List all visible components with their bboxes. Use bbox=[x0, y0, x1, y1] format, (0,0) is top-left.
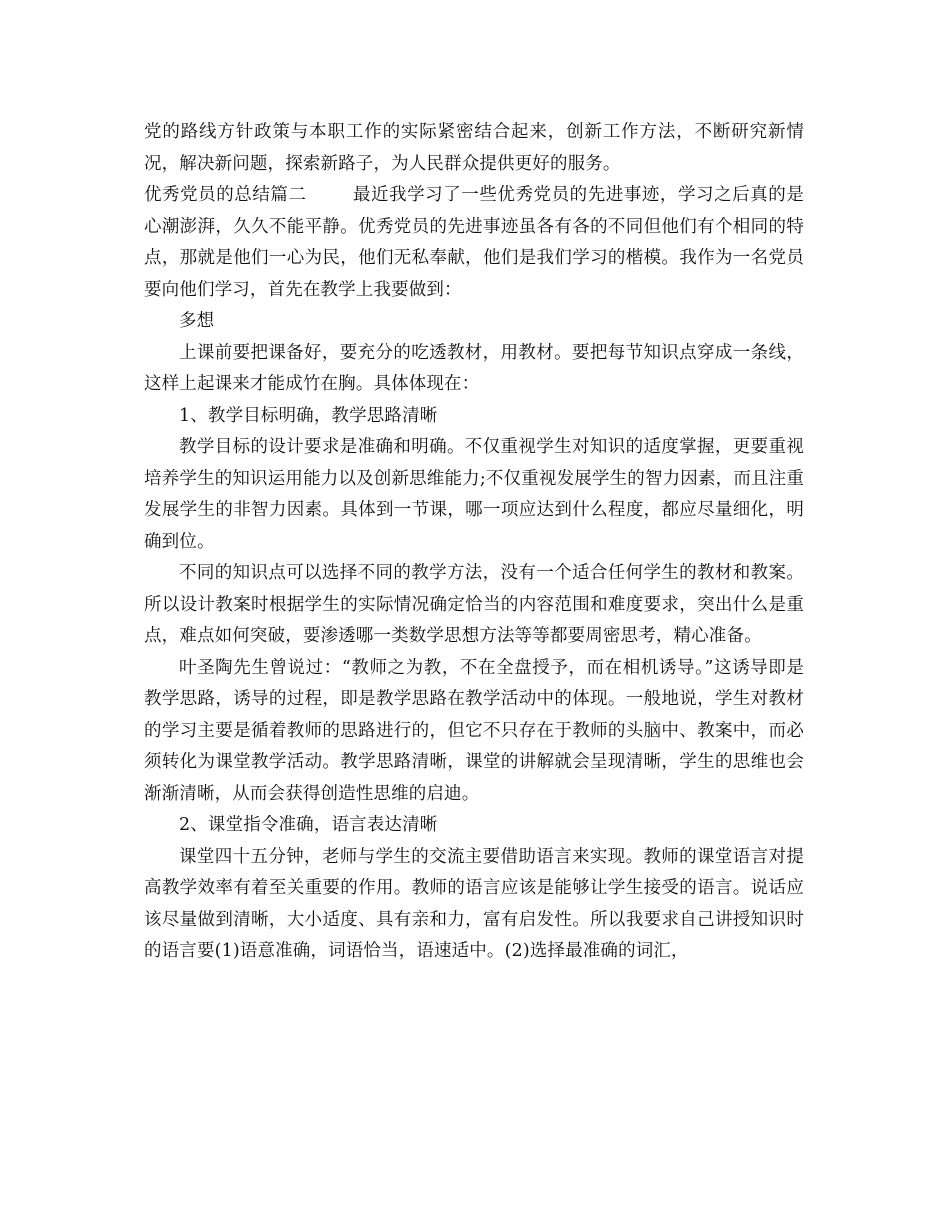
paragraph: 不同的知识点可以选择不同的教学方法，没有一个适合任何学生的教材和教案。所以设计教案时根据学生的实际情况确定恰当的内容范围和难度要求，突出什么是重点，难点如何突破，要渗透哪一类数学思想方法等等都要周密思考，精心准备。 bbox=[144, 563, 804, 646]
section-title: 优秀党员的总结篇二 bbox=[144, 185, 307, 205]
subheading: 1、教学目标明确，教学思路清晰 bbox=[179, 405, 438, 426]
paragraph: 教学目标的设计要求是准确和明确。不仅重视学生对知识的适度掌握，更要重视培养学生的知识运用能力以及创新思维能力;不仅重视发展学生的智力因素，而且注重发展学生的非智力因素。具体到一节课，哪一项应达到什么程度，都应尽量细化，明确到位。 bbox=[144, 437, 804, 552]
paragraph: 党的路线方针政策与本职工作的实际紧密结合起来，创新工作方法，不断研究新情况，解决新问题，探索新路子，为人民群众提供更好的服务。 bbox=[144, 122, 804, 174]
paragraph: 叶圣陶先生曾说过：“教师之为教，不在全盘授予，而在相机诱导。”这诱导即是教学思路，诱导的过程，即是教学思路在教学活动中的体现。一般地说，学生对教材的学习主要是循着教师的思路进行的，但它不只存在于教师的头脑中、教案中，而必须转化为课堂教学活动。教学思路清晰，课堂的讲解就会呈现清晰，学生的思维也会渐渐清晰，从而会获得创造性思维的启迪。 bbox=[144, 657, 804, 804]
subheading: 2、课堂指令准确，语言表达清晰 bbox=[179, 815, 438, 835]
subheading: 多想 bbox=[179, 311, 215, 331]
paragraph: 上课前要把课备好，要充分的吃透教材，用教材。要把每节知识点穿成一条线，这样上起课来才能成竹在胸。具体体现在： bbox=[144, 342, 804, 394]
document-body bbox=[144, 117, 804, 968]
paragraph: 课堂四十五分钟，老师与学生的交流主要借助语言来实现。教师的课堂语言对提高教学效率有着至关重要的作用。教师的语言应该是能够让学生接受的语言。说话应该尽量做到清晰，大小适度、具有亲和力，富有启发性。所以我要求自己讲授知识时的语言要(1)语意准确，词语恰当，语速适中。(2)选择最准确的词汇， bbox=[144, 846, 804, 961]
section-paragraph bbox=[144, 180, 804, 306]
paragraph-text: 最近我学习了一些优秀党员的先进事迹，学习之后真的是心潮澎湃，久久不能平静。优秀党员的先进事迹虽各有各的不同但他们有个相同的特点，那就是他们一心为民，他们无私奉献，他们是我们学习的楷模。我作为一名党员要向他们学习，首先在教学上我要做到： bbox=[144, 185, 804, 300]
